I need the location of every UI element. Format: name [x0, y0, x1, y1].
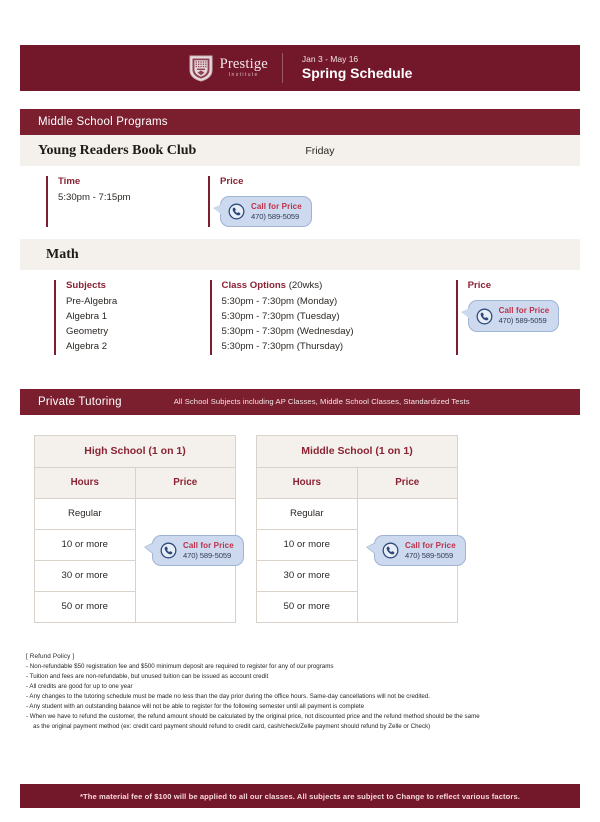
class-option-item: 5:30pm - 7:30pm (Monday) [221, 296, 338, 308]
hours-cell: 10 or more [257, 529, 358, 560]
page-header [20, 45, 580, 91]
phone-icon [160, 542, 177, 559]
class-option-item: 5:30pm - 7:30pm (Wednesday) [221, 326, 354, 338]
call-for-price-label: Call for Price [183, 540, 234, 550]
policy-line-continuation: as the original payment method (ex: credit card payment should refund to credit card, cash/check/Zelle payment should refund by Zelle or Check) [33, 723, 431, 731]
program-header-math [20, 239, 580, 270]
hours-cell: 30 or more [257, 560, 358, 591]
column-header-hours: Hours [35, 467, 136, 498]
column-header-hours: Hours [257, 467, 358, 498]
page-footer [20, 784, 580, 808]
subjects-column [54, 280, 198, 354]
table-row [257, 498, 458, 529]
brand-logo [188, 54, 268, 82]
hours-cell: Regular [257, 498, 358, 529]
phone-number: 470) 589-5059 [498, 316, 547, 326]
policy-line: - Tuition and fees are non-refundable, but unused tuition can be issued as account credit [26, 672, 269, 680]
phone-number: 470) 589-5059 [251, 212, 300, 221]
tutoring-tables [20, 435, 580, 623]
section-subtitle: All School Subjects including AP Classes, Middle School Classes, Standardized Tests [173, 397, 470, 407]
hours-cell: Regular [35, 498, 136, 529]
call-for-price-bubble[interactable] [468, 300, 560, 331]
policy-line: - Any student with an outstanding balance will not be able to register for the following semester until all payment is complete [26, 703, 365, 711]
program-name: Young Readers Book Club [38, 142, 197, 158]
subjects-label: Subjects [66, 280, 106, 292]
table-header-row [35, 467, 236, 498]
phone-number: 470) 589-5059 [183, 550, 232, 560]
section-title: Private Tutoring [38, 395, 122, 408]
bubble-text [405, 541, 456, 560]
call-for-price-label: Call for Price [498, 306, 550, 316]
program-header-book-club [20, 135, 580, 166]
call-for-price-bubble[interactable] [374, 535, 466, 566]
phone-icon [228, 203, 245, 220]
phone-icon [382, 542, 399, 559]
section-title: Middle School Programs [38, 116, 168, 128]
page-title: Spring Schedule [301, 64, 413, 81]
price-label: Price [220, 176, 244, 187]
class-options-label [222, 280, 444, 291]
table-header-row [257, 467, 458, 498]
time-value: 5:30pm - 7:15pm [58, 192, 131, 203]
time-column [46, 176, 196, 227]
pricing-table-middle-school [256, 435, 458, 623]
shield-crest-icon [188, 54, 214, 82]
brand-name: Prestige [219, 56, 268, 73]
hours-cell: 50 or more [35, 591, 136, 622]
call-for-price-bubble[interactable] [220, 196, 312, 227]
bubble-text [499, 306, 550, 325]
call-for-price-bubble[interactable] [152, 535, 244, 566]
price-column [208, 176, 338, 227]
price-label: Price [467, 280, 492, 292]
bubble-text [183, 541, 234, 560]
section-middle-school-programs [20, 109, 580, 135]
bubble-text [251, 202, 302, 221]
program-detail-book-club [20, 166, 580, 239]
table-title: High School (1 on 1) [35, 435, 236, 467]
hours-cell: 30 or more [35, 560, 136, 591]
program-day: Friday [305, 144, 335, 157]
table-title: Middle School (1 on 1) [257, 435, 458, 467]
table-title-row [35, 435, 236, 467]
class-options-weeks: (20wks) [288, 280, 323, 292]
policy-line: - When we have to refund the customer, the refund amount should be calculated by the original price, not discounted price and the refund method should be the same [26, 713, 480, 721]
column-header-price: Price [135, 467, 236, 498]
schedule-page [0, 45, 600, 822]
class-options-column [210, 280, 444, 354]
term-date-range: Jan 3 - May 16 [301, 53, 359, 64]
program-detail-math [20, 270, 580, 366]
subject-item: Geometry [66, 326, 109, 338]
policy-line: - Any changes to the tutoring schedule must be made no less than the day prior during the office hours. Same-day cancellations will not be credited. [26, 693, 431, 701]
column-header-price: Price [357, 467, 458, 498]
hours-cell: 50 or more [257, 591, 358, 622]
hours-cell: 10 or more [35, 529, 136, 560]
brand-wordmark [220, 57, 268, 78]
call-for-price-label: Call for Price [251, 202, 302, 211]
refund-policy [20, 653, 580, 732]
price-column [456, 280, 580, 354]
phone-icon [476, 308, 493, 325]
policy-title: [ Refund Policy ] [26, 652, 75, 660]
table-title-row [257, 435, 458, 467]
brand-subtitle: Institute [228, 72, 259, 79]
pricing-table-high-school [34, 435, 236, 623]
class-options-title: Class Options [221, 280, 287, 292]
term-block [302, 54, 412, 83]
policy-line: - Non-refundable $50 registration fee and $500 minimum deposit are required to register for any of our programs [26, 662, 334, 670]
call-for-price-label: Call for Price [405, 540, 456, 550]
footer-note: *The material fee of $100 will be applied to all our classes. All subjects are subject to Change to reflect various factors. [79, 791, 521, 801]
subject-item: Algebra 1 [66, 311, 108, 323]
class-option-item: 5:30pm - 7:30pm (Thursday) [221, 341, 344, 353]
phone-number: 470) 589-5059 [405, 550, 454, 560]
policy-line: - All credits are good for up to one year [26, 683, 133, 691]
time-label: Time [58, 176, 81, 187]
program-name: Math [46, 246, 79, 262]
subject-item: Algebra 2 [66, 341, 108, 353]
table-row [35, 498, 236, 529]
class-option-item: 5:30pm - 7:30pm (Tuesday) [221, 311, 340, 323]
header-divider [282, 53, 283, 83]
subject-item: Pre-Algebra [66, 296, 118, 308]
section-private-tutoring [20, 389, 580, 415]
